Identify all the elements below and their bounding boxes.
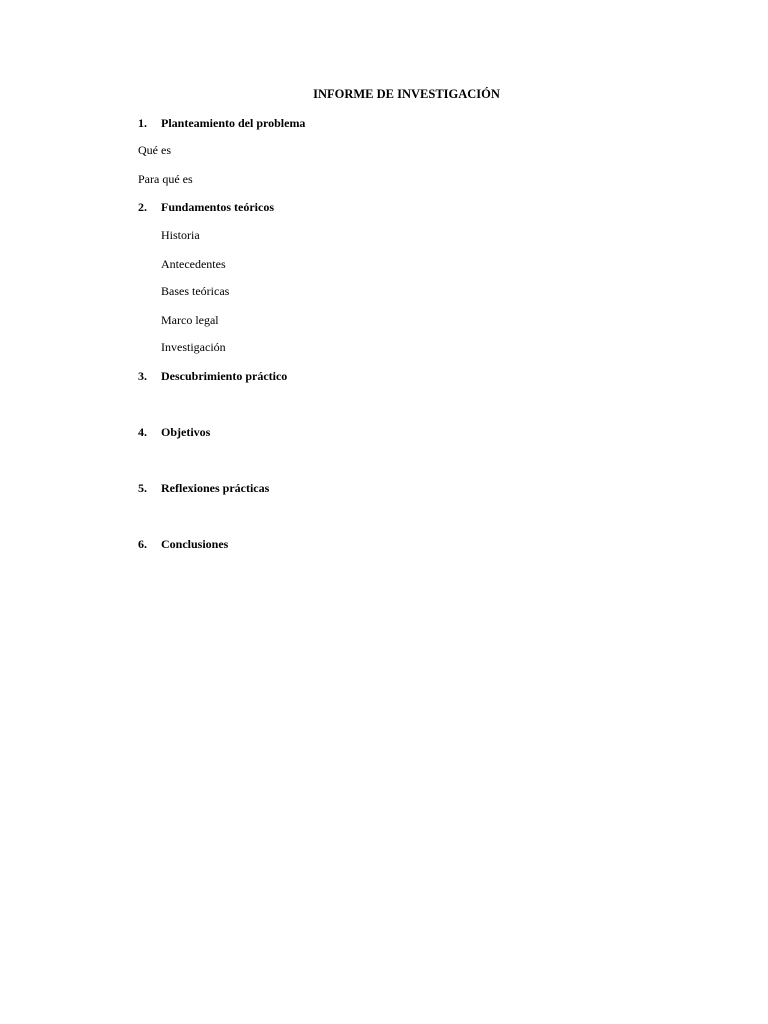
section-number: 2.	[138, 200, 147, 214]
section-number: 6.	[138, 537, 147, 551]
section-1-line-2: Para qué es	[138, 172, 193, 186]
section-2-item-antecedentes: Antecedentes	[161, 257, 226, 271]
section-2-item-investigacion: Investigación	[161, 340, 226, 354]
section-1-line-1: Qué es	[138, 143, 171, 157]
section-2-item-historia: Historia	[161, 228, 200, 242]
section-title: Reflexiones prácticas	[161, 481, 270, 495]
section-2-item-marco-legal: Marco legal	[161, 313, 219, 327]
section-title: Planteamiento del problema	[161, 116, 306, 130]
section-heading-1	[138, 116, 305, 130]
section-number: 4.	[138, 425, 147, 439]
section-title: Descubrimiento práctico	[161, 369, 288, 383]
section-number: 1.	[138, 116, 147, 130]
section-title: Fundamentos teóricos	[161, 200, 274, 214]
section-heading-6	[138, 537, 228, 551]
document-title: INFORME DE INVESTIGACIÓN	[313, 87, 500, 101]
section-heading-4	[138, 425, 210, 439]
section-number: 5.	[138, 481, 147, 495]
section-heading-5	[138, 481, 269, 495]
section-2-item-bases-teoricas: Bases teóricas	[161, 284, 230, 298]
section-heading-2	[138, 200, 274, 214]
section-title: Conclusiones	[161, 537, 229, 551]
section-heading-3	[138, 369, 287, 383]
section-number: 3.	[138, 369, 147, 383]
section-title: Objetivos	[161, 425, 211, 439]
